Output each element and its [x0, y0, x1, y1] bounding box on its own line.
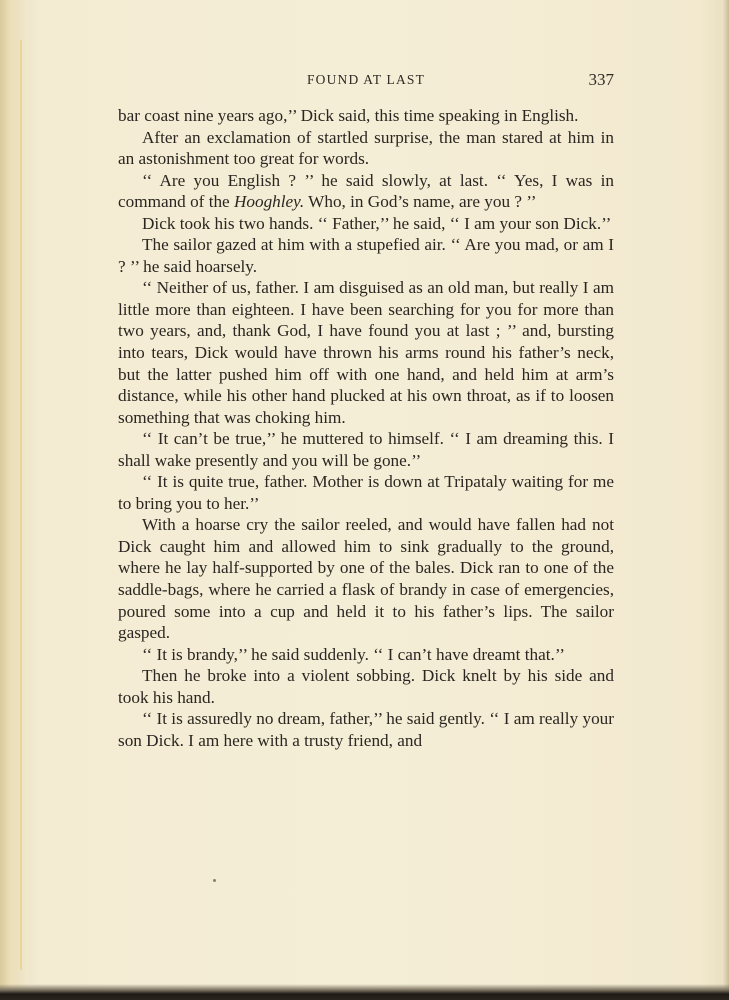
running-title: FOUND AT LAST — [306, 72, 426, 87]
paragraph — [118, 665, 614, 708]
paragraph-text: Dick took his two hands. ‘‘ Father,’’ he said, ‘‘ I am your son Dick.’’ — [142, 213, 612, 233]
paragraph-text: ‘‘ It can’t be true,’’ he muttered to himself. ‘‘ I am dreaming this. I shall wake presently and you will be gone.’’ — [118, 429, 614, 470]
binding-shadow — [0, 0, 26, 1000]
paragraph-text: ‘‘ Neither of us, father. I am disguised as an old man, but really I am little more than eighteen. I have been searching for you for more than two years, and, thank God, I have found you at last ; ’’ and, bursting into tears, Dick would have thrown his arms round his father’s neck, but the latter pushed him off with one hand, and held him at arm’s distance, while his other hand plucked at his own throat, as if to loosen something that was choking him. — [118, 278, 614, 427]
paragraph — [118, 708, 614, 751]
paragraph — [118, 277, 614, 428]
ink-speck — [213, 879, 216, 882]
page-bottom-edge — [0, 984, 729, 1000]
paragraph-text: ‘‘ Are you English ? ’’ he said slowly, at last. ‘‘ Yes, I was in command of the — [118, 170, 614, 212]
paragraph — [118, 644, 614, 666]
paragraph-text: The sailor gazed at him with a stupefied air. ‘‘ Are you mad, or am I ? ’’ he said hoarsely. — [118, 235, 614, 276]
paragraph — [118, 428, 614, 471]
paragraph-text: ‘‘ It is quite true, father. Mother is down at Tripataly waiting for me to bring you to her.’’ — [118, 472, 614, 513]
running-head — [118, 72, 614, 96]
page-number: 337 — [588, 70, 614, 89]
paragraph-text: After an exclamation of startled surprise, the man stared at him in an astonishment too great for words. — [118, 127, 614, 169]
paragraph — [118, 514, 614, 643]
paragraph — [118, 127, 614, 170]
paragraph-text: Then he broke into a violent sobbing. Dick knelt by his side and took his hand. — [118, 666, 614, 707]
page-right-edge — [723, 0, 729, 1000]
binding-stain — [20, 40, 22, 970]
body-text — [118, 105, 614, 751]
paragraph — [118, 471, 614, 514]
paragraph — [118, 170, 614, 213]
paragraph-text: With a hoarse cry the sailor reeled, and would have fallen had not Dick caught him and allowed him to sink gradually to the ground, where he lay half-supported by one of the bales. Dick ran to one of the saddle-bags, where he carried a flask of brandy in case of emergencies, poured some into a cup and held it to his father’s lips. The sailor gasped. — [118, 515, 614, 643]
ship-name: Hooghley. — [233, 192, 305, 212]
paragraph — [118, 234, 614, 277]
paragraph — [118, 213, 614, 235]
paragraph-text: bar coast nine years ago,’’ Dick said, this time speaking in English. — [118, 106, 579, 125]
paragraph-text: Who, in God’s name, are you ? ’’ — [304, 192, 537, 212]
paragraph — [118, 105, 614, 127]
paragraph-text: ‘‘ It is brandy,’’ he said suddenly. ‘‘ I can’t have dreamt that.’’ — [142, 644, 565, 664]
paragraph-text: ‘‘ It is assuredly no dream, father,’’ he said gently. ‘‘ I am really your son Dick. I am here with a trusty friend, and — [118, 709, 614, 750]
